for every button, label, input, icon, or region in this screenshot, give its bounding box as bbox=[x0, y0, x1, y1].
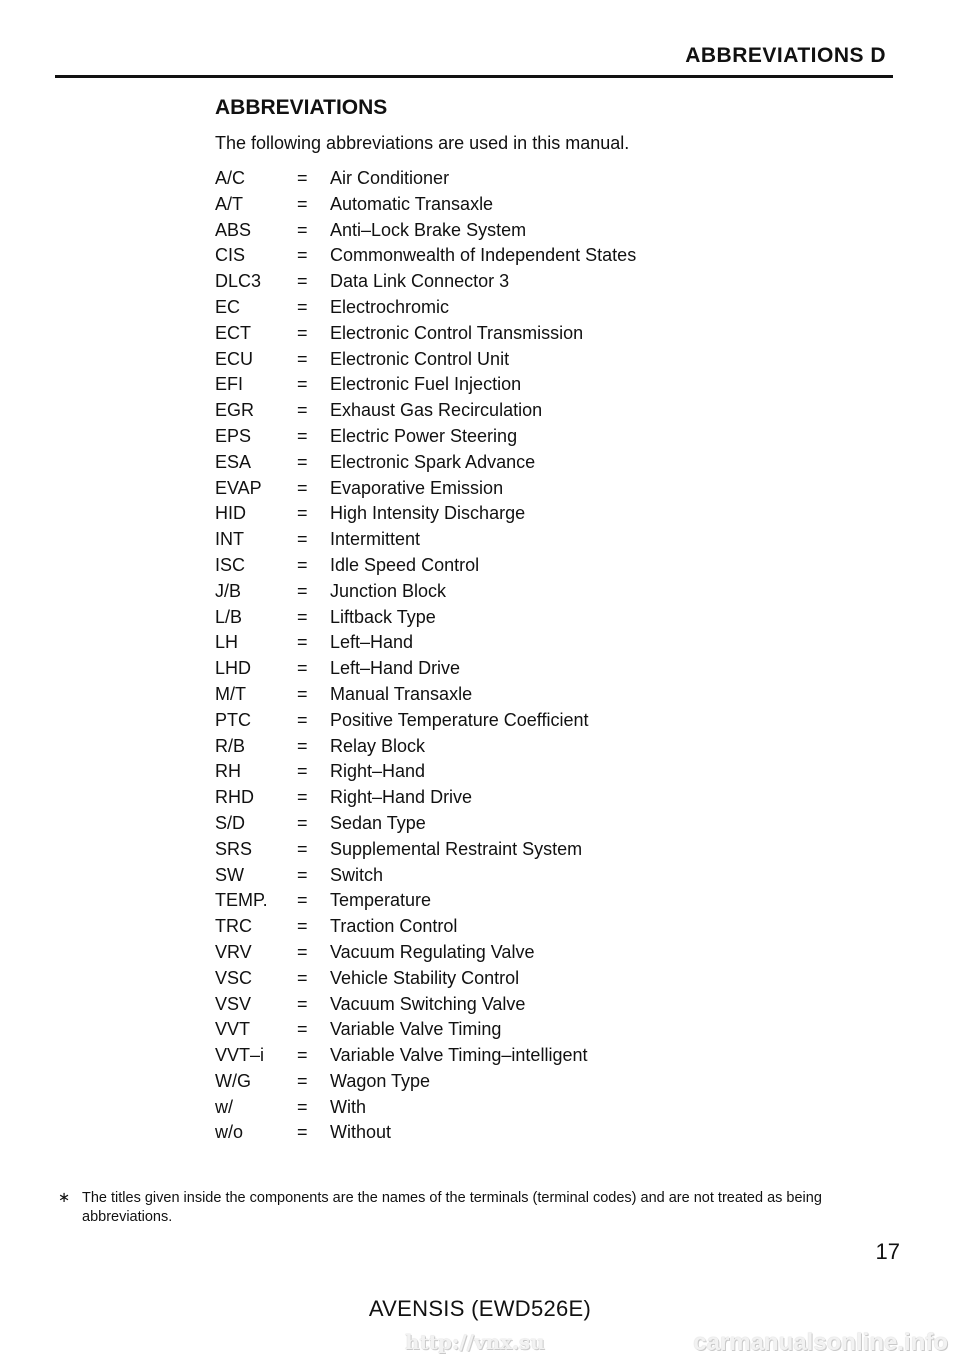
intro-text: The following abbreviations are used in this manual. bbox=[215, 133, 630, 153]
abbreviation-code: L/B bbox=[215, 606, 243, 627]
abbreviation-code: TEMP. bbox=[215, 890, 268, 911]
equals-sign: = bbox=[297, 838, 308, 859]
abbreviation-code: VSC bbox=[215, 967, 253, 988]
abbreviation-code: w/ bbox=[215, 1096, 233, 1117]
equals-sign: = bbox=[297, 322, 308, 343]
abbreviation-row bbox=[215, 863, 815, 889]
abbreviation-code: PTC bbox=[215, 709, 251, 730]
abbreviation-meaning: Supplemental Restraint System bbox=[330, 838, 583, 859]
abbreviation-row bbox=[215, 398, 815, 424]
equals-sign: = bbox=[297, 1096, 308, 1117]
abbreviation-code: RH bbox=[215, 761, 241, 782]
abbreviation-row bbox=[215, 424, 815, 450]
abbreviation-code: VSV bbox=[215, 993, 252, 1014]
abbreviation-row bbox=[215, 708, 815, 734]
model-code: AVENSIS (EWD526E) bbox=[368, 1296, 592, 1321]
equals-sign: = bbox=[297, 709, 308, 730]
abbreviation-code: ISC bbox=[215, 554, 246, 575]
equals-sign: = bbox=[297, 168, 308, 188]
abbreviation-code: HID bbox=[215, 503, 246, 524]
header-rule bbox=[55, 75, 893, 78]
abbreviation-code: J/B bbox=[215, 580, 242, 601]
abbreviation-code: LH bbox=[215, 632, 239, 653]
abbreviation-code: ESA bbox=[215, 451, 252, 472]
abbreviation-code: SRS bbox=[215, 838, 253, 859]
abbreviation-row bbox=[215, 992, 815, 1018]
abbreviation-code: VVT bbox=[215, 1019, 251, 1040]
equals-sign: = bbox=[297, 761, 308, 782]
abbreviation-meaning: With bbox=[330, 1096, 366, 1117]
abbreviation-meaning: Liftback Type bbox=[330, 606, 436, 627]
equals-sign: = bbox=[297, 374, 308, 395]
abbreviation-meaning: Switch bbox=[330, 864, 384, 885]
abbreviation-row bbox=[215, 837, 815, 863]
abbreviation-code: LHD bbox=[215, 658, 252, 679]
equals-sign: = bbox=[297, 864, 308, 885]
abbreviation-code: INT bbox=[215, 529, 244, 550]
abbreviation-meaning: Variable Valve Timing–intelligent bbox=[330, 1045, 588, 1066]
abbreviation-code: R/B bbox=[215, 735, 246, 756]
abbreviation-code: RHD bbox=[215, 787, 254, 808]
abbreviation-code: A/C bbox=[215, 168, 246, 188]
abbreviation-row bbox=[215, 527, 815, 553]
abbreviation-meaning: Electrochromic bbox=[330, 296, 450, 317]
equals-sign: = bbox=[297, 683, 308, 704]
abbreviation-code: EFI bbox=[215, 374, 244, 395]
abbreviation-row bbox=[215, 966, 815, 992]
abbreviation-row bbox=[215, 372, 815, 398]
abbreviation-meaning: Electric Power Steering bbox=[330, 425, 518, 446]
abbreviation-row bbox=[215, 888, 815, 914]
abbreviation-code: ECT bbox=[215, 322, 251, 343]
abbreviation-code: EC bbox=[215, 296, 241, 317]
abbreviation-row bbox=[215, 656, 815, 682]
abbreviation-code: EVAP bbox=[215, 477, 262, 498]
abbreviation-meaning: Right–Hand bbox=[330, 761, 426, 782]
equals-sign: = bbox=[297, 735, 308, 756]
abbreviation-row bbox=[215, 605, 815, 631]
abbreviation-meaning: Idle Speed Control bbox=[330, 554, 480, 575]
header-title: ABBREVIATIONS D bbox=[685, 44, 886, 67]
abbreviation-code: DLC3 bbox=[215, 271, 262, 292]
abbreviation-meaning: Electronic Spark Advance bbox=[330, 451, 536, 472]
abbreviation-row bbox=[215, 218, 815, 244]
abbreviation-code: A/T bbox=[215, 193, 244, 214]
equals-sign: = bbox=[297, 219, 308, 240]
abbreviation-meaning: Sedan Type bbox=[330, 812, 426, 833]
abbreviation-meaning: Without bbox=[330, 1122, 392, 1143]
abbreviation-row bbox=[215, 1120, 815, 1146]
abbreviation-row bbox=[215, 347, 815, 373]
abbreviation-row bbox=[215, 785, 815, 811]
footnote-mark: ∗ bbox=[58, 1190, 71, 1206]
equals-sign: = bbox=[297, 632, 308, 653]
abbreviation-row bbox=[215, 553, 815, 579]
abbreviation-meaning: High Intensity Discharge bbox=[330, 503, 526, 524]
abbreviation-code: EPS bbox=[215, 425, 252, 446]
abbreviation-meaning: Electronic Control Unit bbox=[330, 348, 510, 369]
page-number: 17 bbox=[875, 1239, 900, 1264]
equals-sign: = bbox=[297, 1019, 308, 1040]
equals-sign: = bbox=[297, 890, 308, 911]
abbreviation-meaning: Intermittent bbox=[330, 529, 421, 550]
watermark-link-left[interactable]: http://vnx.su bbox=[405, 1330, 545, 1354]
abbreviation-meaning: Evaporative Emission bbox=[330, 477, 504, 498]
equals-sign: = bbox=[297, 580, 308, 601]
abbreviation-meaning: Exhaust Gas Recirculation bbox=[330, 400, 543, 421]
equals-sign: = bbox=[297, 554, 308, 575]
equals-sign: = bbox=[297, 296, 308, 317]
abbreviation-code: S/D bbox=[215, 812, 246, 833]
equals-sign: = bbox=[297, 193, 308, 214]
abbreviation-row bbox=[215, 811, 815, 837]
abbreviation-code: VRV bbox=[215, 941, 252, 962]
abbreviation-row bbox=[215, 501, 815, 527]
equals-sign: = bbox=[297, 1045, 308, 1066]
abbreviation-list bbox=[215, 166, 815, 1146]
equals-sign: = bbox=[297, 400, 308, 421]
abbreviation-meaning: Anti–Lock Brake System bbox=[330, 219, 527, 240]
abbreviation-meaning: Data Link Connector 3 bbox=[330, 271, 510, 292]
equals-sign: = bbox=[297, 529, 308, 550]
abbreviation-meaning: Wagon Type bbox=[330, 1070, 431, 1091]
abbreviation-code: SW bbox=[215, 864, 244, 885]
abbreviation-code: ABS bbox=[215, 219, 252, 240]
section-title: ABBREVIATIONS bbox=[215, 96, 388, 119]
abbreviation-meaning: Traction Control bbox=[330, 916, 458, 937]
equals-sign: = bbox=[297, 348, 308, 369]
footnote-text: The titles given inside the components are the names of the terminals (terminal codes) and are not treated as being abbreviations. bbox=[82, 1190, 822, 1225]
abbreviation-meaning: Vehicle Stability Control bbox=[330, 967, 520, 988]
abbreviation-meaning: Manual Transaxle bbox=[330, 683, 473, 704]
watermark-link-right[interactable]: carmanualsonline.info bbox=[693, 1329, 948, 1356]
abbreviation-row bbox=[215, 1043, 815, 1069]
abbreviation-meaning: Automatic Transaxle bbox=[330, 193, 494, 214]
equals-sign: = bbox=[297, 503, 308, 524]
abbreviation-row bbox=[215, 450, 815, 476]
abbreviation-row bbox=[215, 734, 815, 760]
abbreviation-code: EGR bbox=[215, 400, 255, 421]
equals-sign: = bbox=[297, 658, 308, 679]
abbreviation-row bbox=[215, 682, 815, 708]
abbreviation-row bbox=[215, 579, 815, 605]
abbreviation-meaning: Electronic Fuel Injection bbox=[330, 374, 522, 395]
abbreviation-row bbox=[215, 269, 815, 295]
equals-sign: = bbox=[297, 425, 308, 446]
abbreviation-meaning: Temperature bbox=[330, 890, 432, 911]
equals-sign: = bbox=[297, 993, 308, 1014]
equals-sign: = bbox=[297, 1122, 308, 1143]
abbreviation-code: CIS bbox=[215, 245, 246, 266]
abbreviation-code: w/o bbox=[215, 1122, 244, 1143]
abbreviation-meaning: Commonwealth of Independent States bbox=[330, 245, 637, 266]
abbreviation-meaning: Left–Hand bbox=[330, 632, 414, 653]
abbreviation-code: ECU bbox=[215, 348, 254, 369]
abbreviation-row bbox=[215, 1069, 815, 1095]
equals-sign: = bbox=[297, 271, 308, 292]
abbreviation-meaning: Vacuum Switching Valve bbox=[330, 993, 526, 1014]
abbreviation-row bbox=[215, 1017, 815, 1043]
abbreviation-row bbox=[215, 759, 815, 785]
abbreviation-meaning: Right–Hand Drive bbox=[330, 787, 473, 808]
abbreviation-row bbox=[215, 476, 815, 502]
abbreviation-row bbox=[215, 321, 815, 347]
abbreviation-meaning: Air Conditioner bbox=[330, 168, 450, 188]
equals-sign: = bbox=[297, 812, 308, 833]
abbreviation-row bbox=[215, 630, 815, 656]
abbreviation-code: M/T bbox=[215, 683, 246, 704]
equals-sign: = bbox=[297, 245, 308, 266]
equals-sign: = bbox=[297, 451, 308, 472]
abbreviation-row bbox=[215, 192, 815, 218]
equals-sign: = bbox=[297, 787, 308, 808]
abbreviation-meaning: Variable Valve Timing bbox=[330, 1019, 502, 1040]
equals-sign: = bbox=[297, 1070, 308, 1091]
equals-sign: = bbox=[297, 967, 308, 988]
abbreviation-row bbox=[215, 1095, 815, 1121]
abbreviation-code: VVT–i bbox=[215, 1045, 265, 1066]
abbreviation-code: W/G bbox=[215, 1070, 251, 1091]
abbreviation-code: TRC bbox=[215, 916, 252, 937]
abbreviation-row bbox=[215, 914, 815, 940]
abbreviation-meaning: Vacuum Regulating Valve bbox=[330, 941, 535, 962]
abbreviation-meaning: Relay Block bbox=[330, 735, 426, 756]
abbreviation-meaning: Positive Temperature Coefficient bbox=[330, 709, 589, 730]
abbreviation-row bbox=[215, 940, 815, 966]
abbreviation-meaning: Junction Block bbox=[330, 580, 447, 601]
abbreviation-row bbox=[215, 295, 815, 321]
abbreviation-meaning: Electronic Control Transmission bbox=[330, 322, 584, 343]
abbreviation-meaning: Left–Hand Drive bbox=[330, 658, 461, 679]
equals-sign: = bbox=[297, 941, 308, 962]
equals-sign: = bbox=[297, 477, 308, 498]
equals-sign: = bbox=[297, 606, 308, 627]
abbreviation-row bbox=[215, 166, 815, 192]
abbreviation-row bbox=[215, 243, 815, 269]
equals-sign: = bbox=[297, 916, 308, 937]
